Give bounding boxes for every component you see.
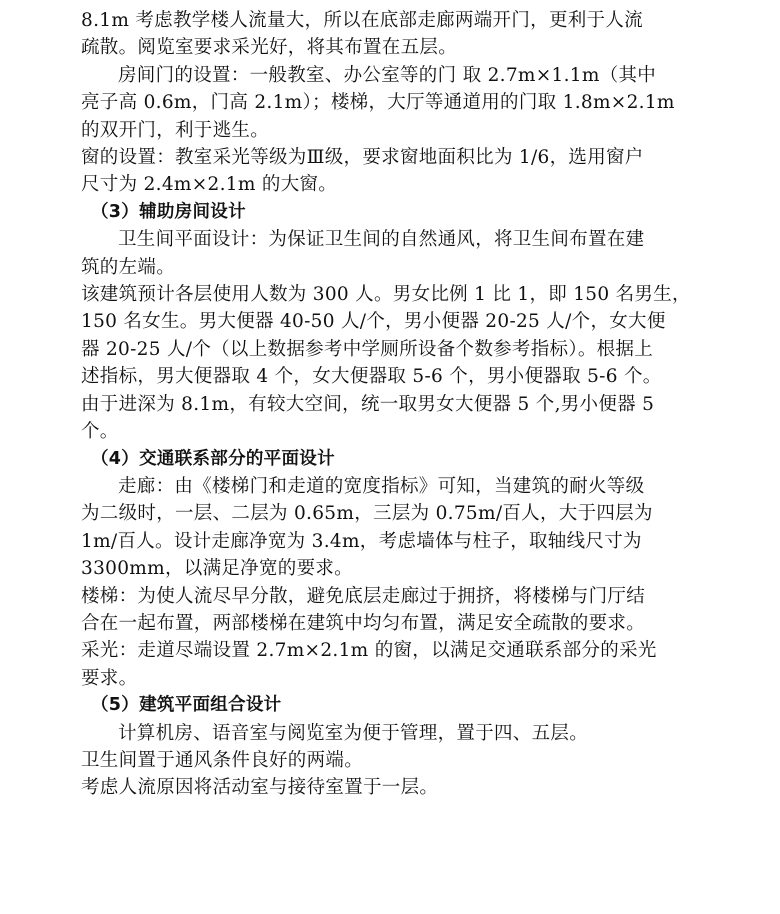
paragraph-stairs: 楼梯：为使人流尽早分散，避免底层走廊过于拥挤，将楼梯与门厅结 合在一起布置，两部楼梯在建筑中均匀布置，满足安全疏散的要求。 (81, 585, 646, 634)
paragraph-lighting: 采光：走道尽端设置 2.7m×2.1m 的窗，以满足交通联系部分的采光 要求。 (81, 640, 657, 689)
paragraph-entrance-doors: 8.1m 考虑教学楼人流量大，所以在底部走廊两端开门，更利于人流 疏散。阅览室要求采光好，将其布置在五层。 (81, 10, 643, 59)
paragraph-window-settings: 窗的设置：教室采光等级为Ⅲ级，要求窗地面积比为 1/6，选用窗户 尺寸为 2.4m×2.1m 的大窗。 (81, 147, 644, 196)
paragraph-restroom-layout: 卫生间平面设计：为保证卫生间的自然通风，将卫生间布置在建 筑的左端。 (81, 229, 645, 278)
paragraph-computer-rooms: 计算机房、语音室与阅览室为便于管理，置于四、五层。 (118, 722, 589, 744)
paragraph-activity-rooms: 考虑人流原因将活动室与接待室置于一层。 (81, 777, 439, 799)
heading-auxiliary-rooms: （3）辅助房间设计 (91, 201, 246, 222)
paragraph-corridor: 走廊：由《楼梯门和走道的宽度指标》可知，当建筑的耐火等级 为二级时，一层、二层为 0.65m，三层为 0.75m/百人，大于四层为 1m/百人。设计走廊净宽为 3.4m，考虑墙体与柱子，取轴线尺寸为 3300mm，以满足净宽的要求。 (81, 475, 653, 580)
heading-plan-composition: （5）建筑平面组合设计 (91, 695, 282, 716)
heading-circulation-design: （4）交通联系部分的平面设计 (91, 448, 335, 469)
paragraph-door-settings: 房间门的设置：一般教室、办公室等的门 取 2.7m×1.1m（其中 亮子高 0.6m，门高 2.1m）；楼梯，大厅等通道用的门取 1.8m×2.1m 的双开门，利于逃生。 (81, 64, 675, 141)
paragraph-restroom-placement: 卫生间置于通风条件良好的两端。 (81, 749, 364, 771)
paragraph-restroom-fixtures: 该建筑预计各层使用人数为 300 人。男女比例 1 比 1，即 150 名男生， 150 名女生。男大便器 40-50 人/个，男小便器 20-25 人/个，女大便 器 20-25 人/个（以上数据参考中学厕所设备个数参考指标）。根据上 述指标，男大便器取 4 个，女大便器取 5-6 个，男小便器取 5-6 个。 由于进深为 8.1m，有较大空间，统一取男女大便器 5 个,男小便器 5 个。 (81, 284, 691, 443)
